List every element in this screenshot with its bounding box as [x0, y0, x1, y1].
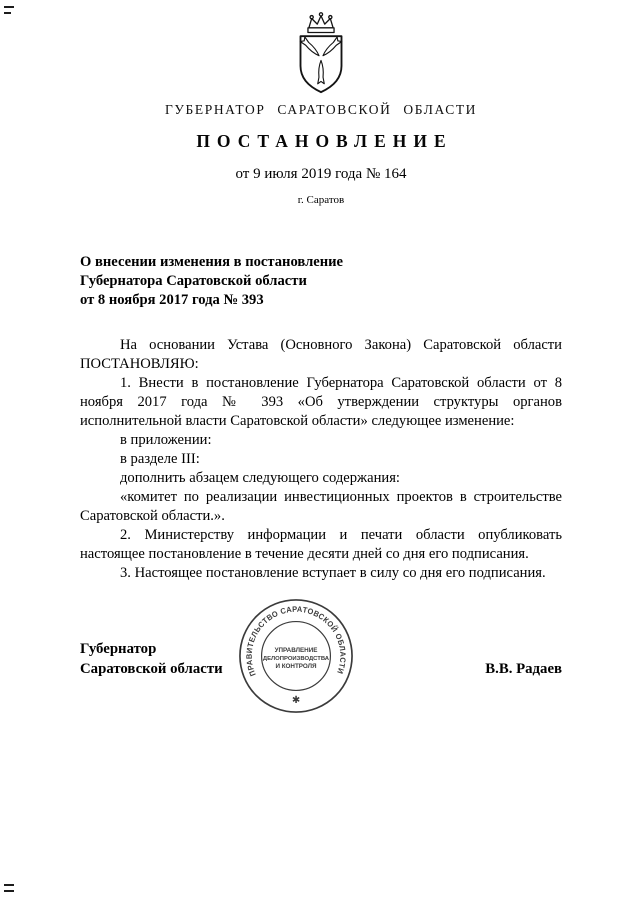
- signatory-position: [80, 639, 223, 679]
- subject-title-line2: Губернатора Саратовской области: [80, 273, 307, 289]
- body-paragraph: «комитет по реализации инвестиционных проектов в строительстве Саратовской области.».: [80, 489, 562, 524]
- body-paragraph: 2. Министерству информации и печати области опубликовать настоящее постановление в течение десяти дней со дня его подписания.: [80, 527, 562, 562]
- body-paragraph: 1. Внести в постановление Губернатора Саратовской области от 8 ноября 2017 года № 393 «Об утверждении структуры органов исполнительной власти Саратовской области» следующее изменение:: [80, 375, 562, 429]
- crop-mark-bottom-left: [4, 884, 14, 886]
- body-paragraph: На основании Устава (Основного Закона) Саратовской области ПОСТАНОВЛЯЮ:: [80, 337, 562, 372]
- date-number-line: от 9 июля 2019 года № 164: [235, 166, 407, 182]
- coat-of-arms: [80, 0, 562, 94]
- document-body: [80, 336, 562, 583]
- subject-title-line3: от 8 ноября 2017 года № 393: [80, 292, 264, 308]
- crop-mark-top-left-2: [4, 12, 11, 14]
- signatory-name: В.В. Радаев: [485, 661, 562, 677]
- crop-mark-top-left: [4, 6, 14, 8]
- subject-title-line1: О внесении изменения в постановление: [80, 254, 344, 270]
- issuing-authority: ГУБЕРНАТОР САРАТОВСКОЙ ОБЛАСТИ: [164, 102, 478, 117]
- body-paragraph: в разделе III:: [120, 451, 200, 467]
- stamp-star: ✱: [291, 695, 301, 707]
- stamp-center-line1: УПРАВЛЕНИЕ: [274, 647, 318, 655]
- document-type-heading: ПОСТАНОВЛЕНИЕ: [196, 131, 453, 151]
- stamp-center-line3: И КОНТРОЛЯ: [275, 662, 317, 670]
- signatory-position-line1: Губернатор: [80, 641, 157, 657]
- stamp-ring-text: ПРАВИТЕЛЬСТВО САРАТОВСКОЙ ОБЛАСТИ: [244, 604, 348, 678]
- signatory-position-line2: Саратовской области: [80, 661, 223, 677]
- body-paragraph: дополнить абзацем следующего содержания:: [120, 470, 400, 486]
- coat-of-arms-icon: [293, 12, 349, 94]
- place-line: г. Саратов: [297, 194, 345, 206]
- signature-block: [80, 639, 562, 679]
- stamp-center-line2: ДЕЛОПРОИЗВОДСТВА: [262, 655, 330, 662]
- body-paragraph: в приложении:: [120, 432, 212, 448]
- body-paragraph: 3. Настоящее постановление вступает в силу со дня его подписания.: [120, 565, 546, 581]
- crop-mark-bottom-left-2: [4, 890, 14, 892]
- subject-title: [80, 253, 562, 310]
